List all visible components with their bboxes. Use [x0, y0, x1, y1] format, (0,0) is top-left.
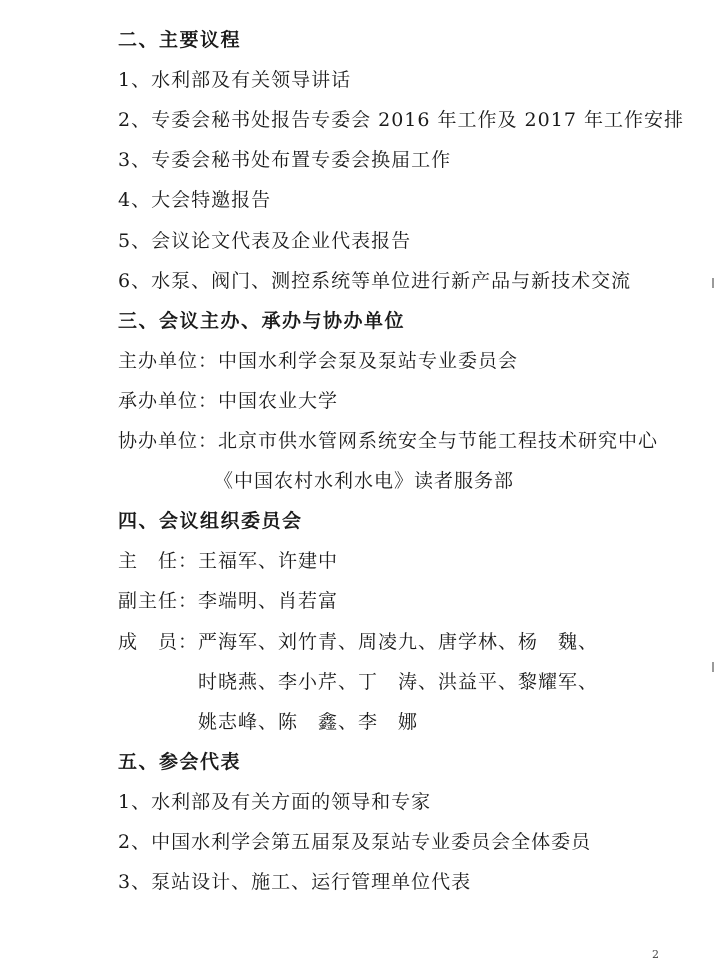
co-organizer-unit-2: 《中国农村水利水电》读者服务部	[214, 470, 515, 492]
agenda-item-6: 6、水泵、阀门、测控系统等单位进行新产品与新技术交流	[118, 270, 632, 292]
scan-edge-mark	[712, 278, 714, 288]
section-heading-committee: 四、会议组织委员会	[118, 510, 303, 532]
co-organizer-unit: 协办单位：北京市供水管网系统安全与节能工程技术研究中心	[118, 430, 659, 452]
agenda-item-3: 3、专委会秘书处布置专委会换届工作	[118, 149, 452, 171]
section-heading-attendees: 五、参会代表	[118, 751, 242, 773]
attendee-item-2: 2、中国水利学会第五届泵及泵站专业委员会全体委员	[118, 831, 592, 853]
agenda-item-1: 1、水利部及有关领导讲话	[118, 69, 352, 91]
committee-deputy-director: 副主任：李端明、肖若富	[118, 590, 339, 612]
section-heading-organizers: 三、会议主办、承办与协办单位	[118, 310, 406, 332]
attendee-item-1: 1、水利部及有关方面的领导和专家	[118, 791, 432, 813]
agenda-item-2: 2、专委会秘书处报告专委会 2016 年工作及 2017 年工作安排	[118, 109, 684, 131]
committee-members-line-1: 成 员：严海军、刘竹青、周凌九、唐学林、杨 魏、	[118, 631, 599, 653]
committee-members-line-2: 时晓燕、李小芹、丁 涛、洪益平、黎耀军、	[198, 671, 599, 693]
attendee-item-3: 3、泵站设计、施工、运行管理单位代表	[118, 871, 472, 893]
committee-director: 主 任：王福军、许建中	[118, 550, 339, 572]
page-number: 2	[652, 948, 659, 961]
scan-edge-mark	[712, 662, 714, 672]
organizer-unit: 承办单位：中国农业大学	[118, 390, 339, 412]
host-unit: 主办单位：中国水利学会泵及泵站专业委员会	[118, 350, 519, 372]
section-heading-agenda: 二、主要议程	[118, 29, 242, 51]
committee-members-line-3: 姚志峰、陈 鑫、李 娜	[198, 711, 419, 733]
agenda-item-4: 4、大会特邀报告	[118, 189, 272, 211]
agenda-item-5: 5、会议论文代表及企业代表报告	[118, 230, 412, 252]
